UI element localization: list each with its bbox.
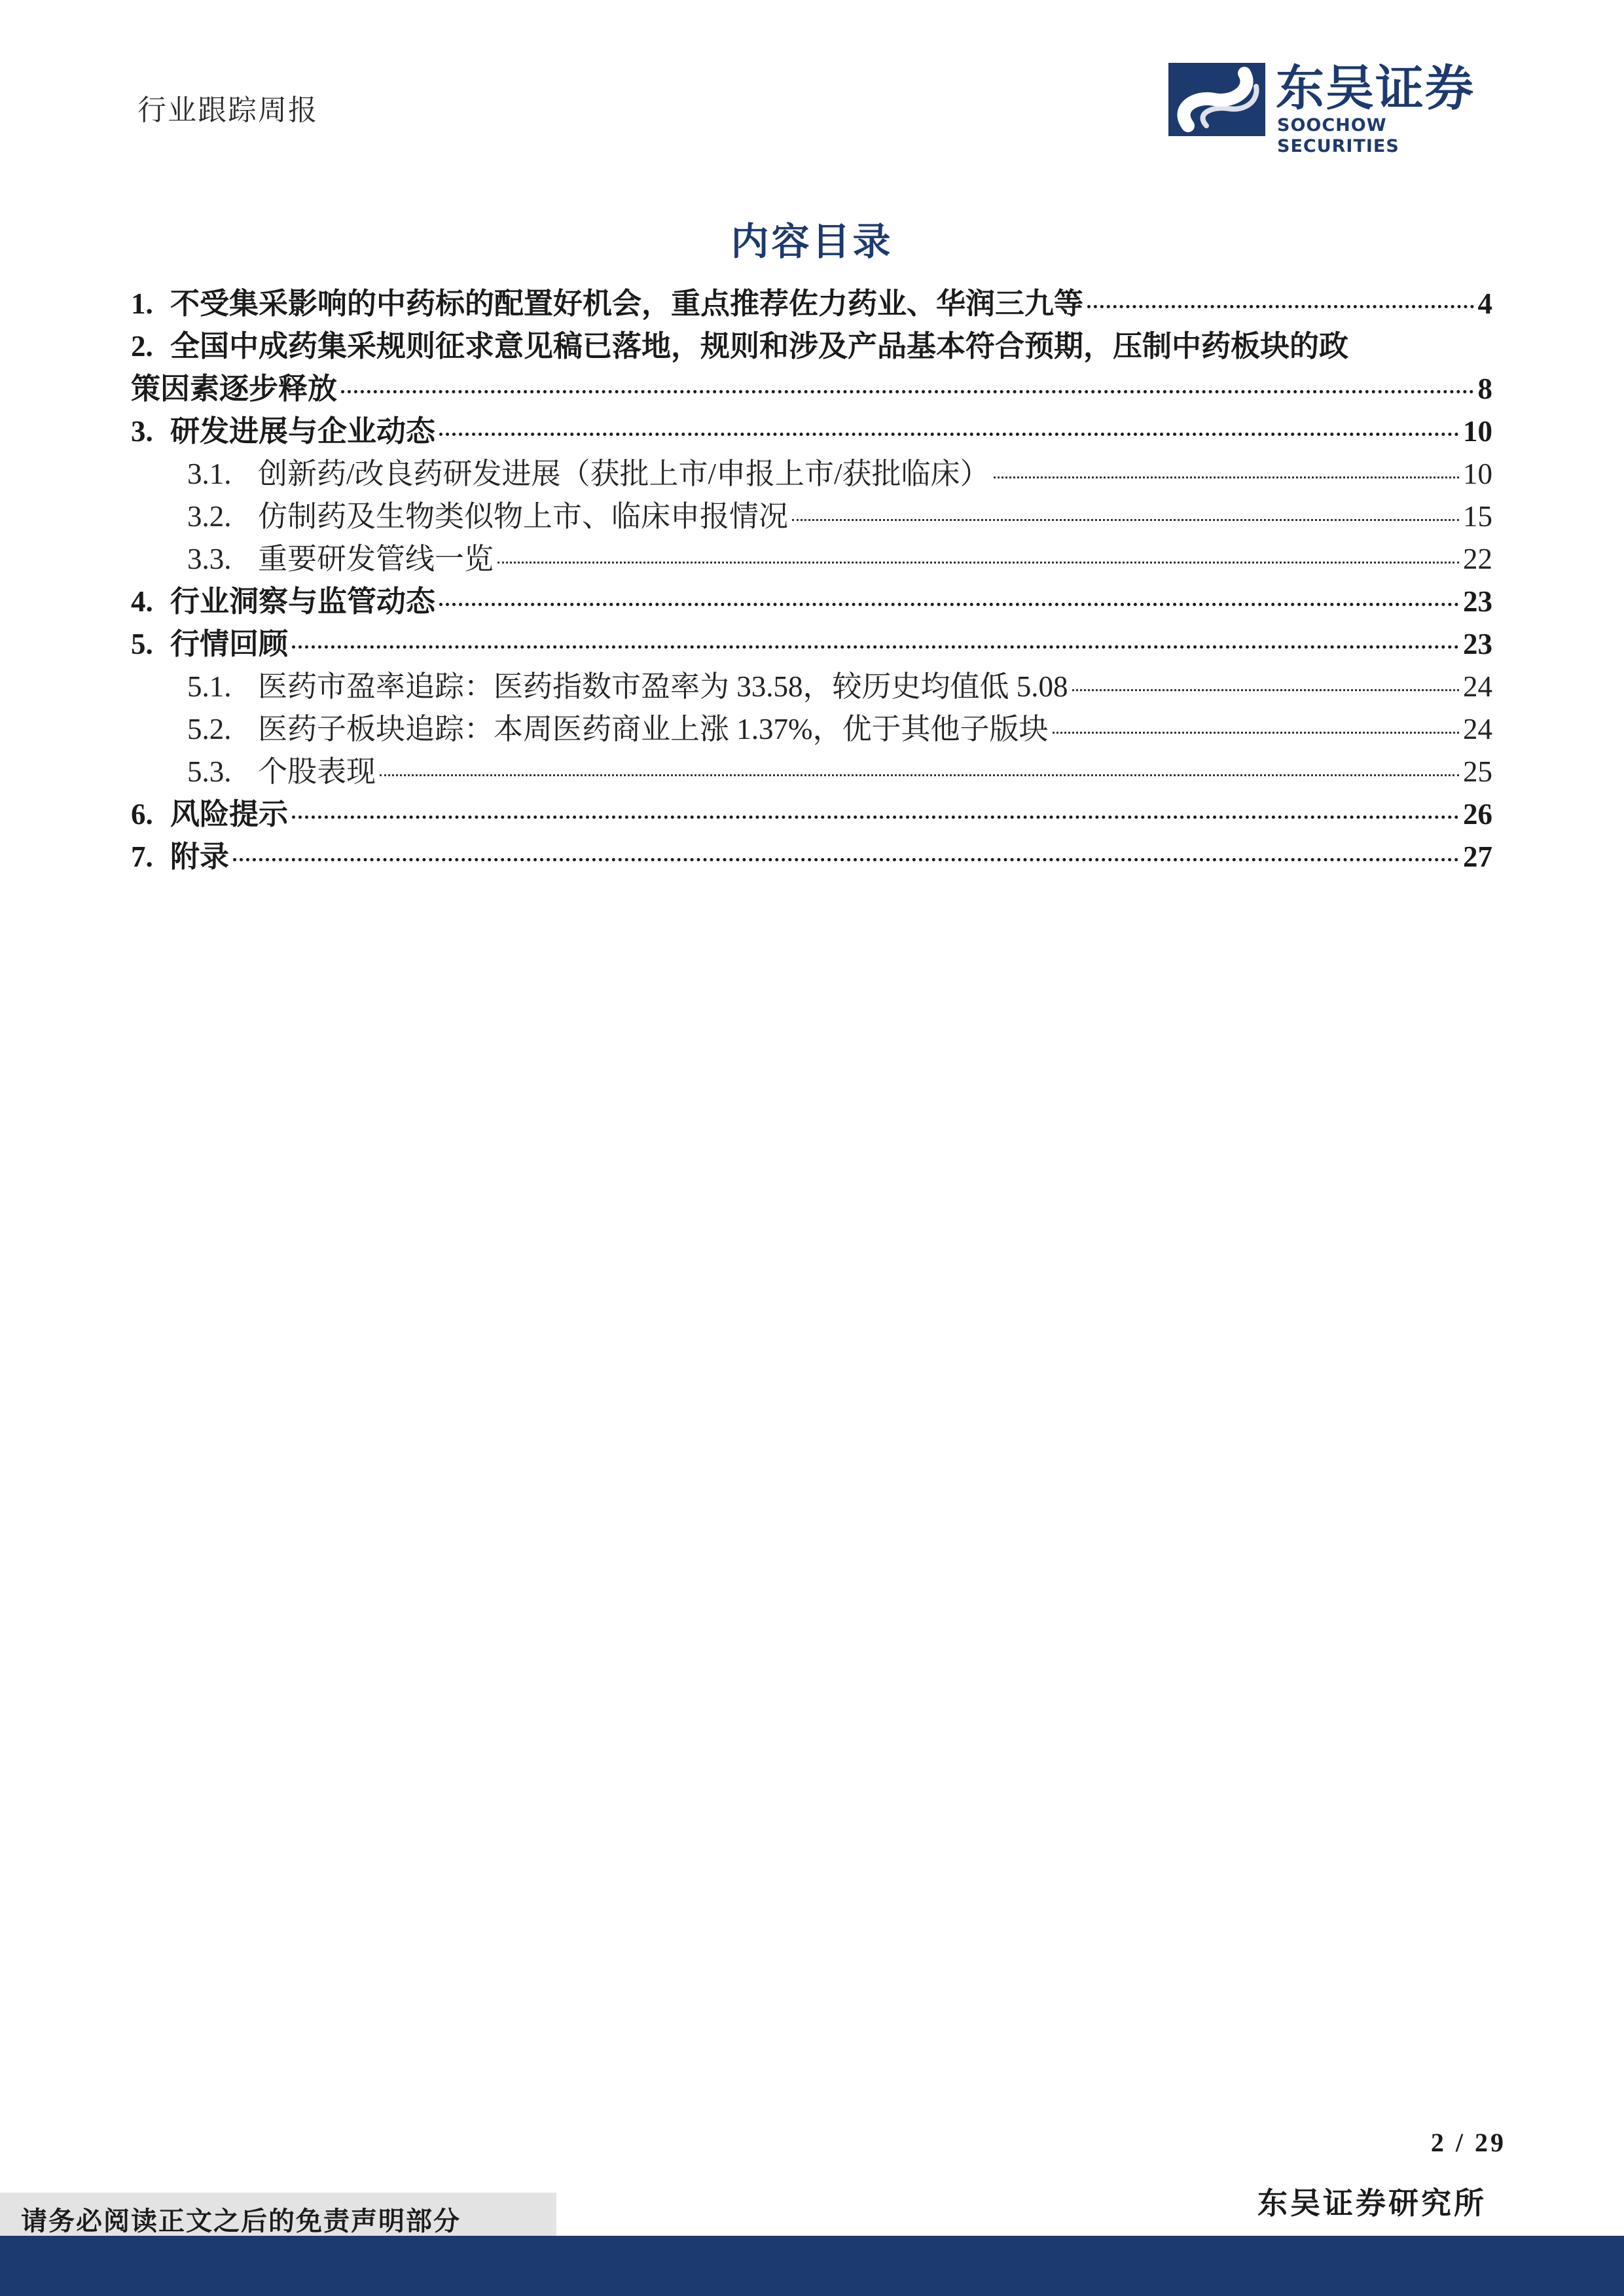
toc-entry-page: 10 xyxy=(1463,457,1492,490)
toc-entry-number: 2. xyxy=(131,330,153,363)
logo-english-name: SOOCHOW SECURITIES xyxy=(1277,115,1399,156)
toc-entry-1[interactable] xyxy=(131,283,1492,325)
toc-leader-dots xyxy=(292,816,1459,819)
toc-entry-page: 23 xyxy=(1463,585,1492,618)
toc-leader-dots xyxy=(380,774,1459,776)
toc-leader-dots xyxy=(792,519,1459,521)
toc-entry-number: 5.2. xyxy=(187,713,232,745)
toc-entry-page: 25 xyxy=(1463,755,1492,788)
toc-entry-text: 行业洞察与监管动态 xyxy=(170,585,436,618)
toc-title: 内容目录 xyxy=(731,221,893,263)
toc-entry-3-1[interactable] xyxy=(131,453,1492,495)
toc-entry-text: 不受集采影响的中药标的配置好机会，重点推荐佐力药业、华润三九等 xyxy=(170,287,1084,320)
toc-entry-number: 5. xyxy=(131,628,153,660)
toc-entry-page: 10 xyxy=(1463,415,1492,448)
toc-entry-text: 行情回顾 xyxy=(170,628,289,660)
toc-entry-text: 重要研发管线一览 xyxy=(258,543,494,575)
toc-entry-number: 6. xyxy=(131,798,153,831)
report-type-label: 行业跟踪周报 xyxy=(137,94,318,126)
soochow-logo-icon xyxy=(1168,63,1265,136)
toc-leader-dots xyxy=(1087,305,1473,308)
toc-entry-page: 24 xyxy=(1463,713,1492,745)
toc-leader-dots xyxy=(292,645,1459,649)
toc-entry-text: 个股表现 xyxy=(258,755,376,788)
toc-entry-3-2[interactable] xyxy=(131,495,1492,538)
toc-entry-5-1[interactable] xyxy=(131,666,1492,708)
toc-entry-text: 全国中成药集采规则征求意见稿已落地，规则和涉及产品基本符合预期，压制中药板块的政 xyxy=(170,330,1349,363)
toc-entry-text: 医药子板块追踪：本周医药商业上涨 1.37%，优于其他子版块 xyxy=(258,713,1049,745)
toc-leader-dots xyxy=(341,390,1473,393)
toc-entry-number: 5.1. xyxy=(187,670,232,703)
toc-entry-2-continued[interactable] xyxy=(131,368,1492,410)
toc-entry-text: 研发进展与企业动态 xyxy=(170,415,436,448)
toc-entry-number: 3.3. xyxy=(187,543,232,575)
toc-entry-3-3[interactable] xyxy=(131,538,1492,581)
toc-entry-text: 创新药/改良药研发进展（获批上市/申报上市/获批临床） xyxy=(258,457,990,490)
toc-entry-number: 3.2. xyxy=(187,500,232,533)
toc-entry-4[interactable] xyxy=(131,581,1492,623)
toc-leader-dots xyxy=(1072,689,1459,691)
toc-entry-6[interactable] xyxy=(131,793,1492,836)
toc-entry-page: 23 xyxy=(1463,628,1492,660)
toc-entry-text-continued: 策因素逐步释放 xyxy=(131,372,338,405)
disclaimer-text: 请务必阅读正文之后的免责声明部分 xyxy=(21,2206,461,2236)
toc-entry-number: 5.3. xyxy=(187,755,232,788)
toc-leader-dots xyxy=(233,858,1459,861)
toc-leader-dots xyxy=(994,476,1459,478)
toc-entry-text: 附录 xyxy=(170,840,230,873)
toc-entry-page: 4 xyxy=(1477,287,1492,320)
toc-entry-5-3[interactable] xyxy=(131,751,1492,793)
toc-entry-5[interactable] xyxy=(131,623,1492,666)
toc-entry-number: 3. xyxy=(131,415,153,448)
logo-chinese-name: 东吴证券 xyxy=(1276,60,1475,117)
page-indicator: 2 / 29 xyxy=(1430,2128,1506,2157)
toc-leader-dots xyxy=(497,562,1459,564)
toc-entry-page: 24 xyxy=(1463,670,1492,703)
table-of-contents xyxy=(131,283,1492,878)
toc-entry-text: 仿制药及生物类似物上市、临床申报情况 xyxy=(258,500,789,533)
toc-entry-3[interactable] xyxy=(131,410,1492,453)
toc-entry-page: 26 xyxy=(1463,798,1492,831)
toc-leader-dots xyxy=(439,603,1459,606)
toc-entry-text: 风险提示 xyxy=(170,798,289,831)
company-logo xyxy=(1168,60,1502,156)
toc-entry-number: 1. xyxy=(131,287,153,320)
toc-entry-text: 医药市盈率追踪：医药指数市盈率为 33.58，较历史均值低 5.08 xyxy=(258,670,1068,703)
toc-entry-5-2[interactable] xyxy=(131,708,1492,751)
toc-entry-page: 8 xyxy=(1477,372,1492,405)
toc-entry-page: 22 xyxy=(1463,543,1492,575)
toc-entry-number: 7. xyxy=(131,840,153,873)
footer-company-name: 东吴证券研究所 xyxy=(1257,2187,1487,2220)
toc-entry-2[interactable] xyxy=(131,325,1492,368)
toc-entry-number: 3.1. xyxy=(187,457,232,490)
toc-leader-dots xyxy=(439,433,1459,436)
toc-entry-number: 4. xyxy=(131,585,153,618)
toc-entry-page: 27 xyxy=(1463,840,1492,873)
toc-leader-dots xyxy=(1053,732,1460,734)
footer-bar xyxy=(0,2236,1624,2296)
toc-entry-page: 15 xyxy=(1463,500,1492,533)
toc-entry-7[interactable] xyxy=(131,836,1492,878)
